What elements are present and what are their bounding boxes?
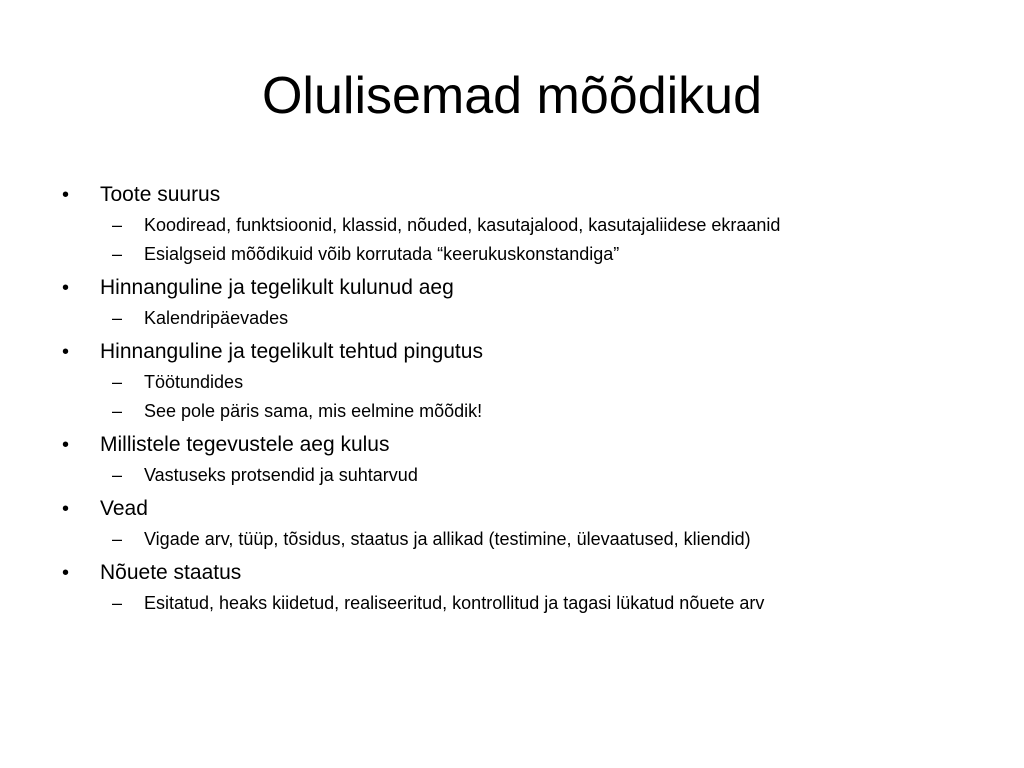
bullet-label: Hinnanguline ja tegelikult kulunud aeg <box>100 276 454 299</box>
sub-bullet-label: Esialgseid mõõdikuid võib korrutada “keerukuskonstandiga” <box>144 244 620 264</box>
sub-bullet-label: Kalendripäevades <box>144 308 289 328</box>
sub-bullet-label: Töötundides <box>144 372 244 392</box>
bullet-label: Toote suurus <box>100 183 221 206</box>
bullet-marker: • <box>62 562 70 584</box>
bullet-marker: • <box>62 434 70 456</box>
sub-bullet-marker: – <box>112 372 123 392</box>
sub-bullet-label: Vigade arv, tüüp, tõsidus, staatus ja allikad (testimine, ülevaatused, kliendid) <box>144 529 751 549</box>
bullet-label: Vead <box>100 497 148 520</box>
bullet-label: Nõuete staatus <box>100 561 242 584</box>
bullet-marker: • <box>62 498 70 520</box>
bullet-label: Hinnanguline ja tegelikult tehtud pingutus <box>100 340 483 363</box>
sub-bullet-label: See pole päris sama, mis eelmine mõõdik! <box>144 401 483 421</box>
sub-bullet-item <box>62 304 982 333</box>
bullet-item <box>62 176 982 269</box>
sub-bullet-marker: – <box>112 401 123 421</box>
bullet-item <box>62 426 982 490</box>
sub-bullet-item <box>62 211 982 240</box>
bullet-item <box>62 269 982 333</box>
sub-bullet-item <box>62 397 982 426</box>
bullet-list <box>62 176 982 618</box>
sub-bullet-label: Esitatud, heaks kiidetud, realiseeritud, kontrollitud ja tagasi lükatud nõuete arv <box>144 593 765 613</box>
sub-bullet-marker: – <box>112 308 123 328</box>
sub-bullet-marker: – <box>112 215 123 235</box>
bullet-item <box>62 490 982 554</box>
sub-bullet-marker: – <box>112 593 123 613</box>
bullet-marker: • <box>62 277 70 299</box>
sub-bullet-marker: – <box>112 529 123 549</box>
sub-bullet-item <box>62 589 982 618</box>
sub-bullet-item <box>62 240 982 269</box>
bullet-marker: • <box>62 184 70 206</box>
bullet-label: Millistele tegevustele aeg kulus <box>100 433 390 456</box>
bullet-item <box>62 333 982 426</box>
sub-bullet-item <box>62 525 982 554</box>
sub-bullet-item <box>62 461 982 490</box>
bullet-item <box>62 554 982 618</box>
slide-title: Olulisemad mõõdikud <box>261 67 763 125</box>
sub-bullet-label: Vastuseks protsendid ja suhtarvud <box>144 465 418 485</box>
bullet-marker: • <box>62 341 70 363</box>
sub-bullet-marker: – <box>112 465 123 485</box>
sub-bullet-label: Koodiread, funktsioonid, klassid, nõuded, kasutajalood, kasutajaliidese ekraanid <box>144 215 781 235</box>
sub-bullet-item <box>62 368 982 397</box>
sub-bullet-marker: – <box>112 244 123 264</box>
